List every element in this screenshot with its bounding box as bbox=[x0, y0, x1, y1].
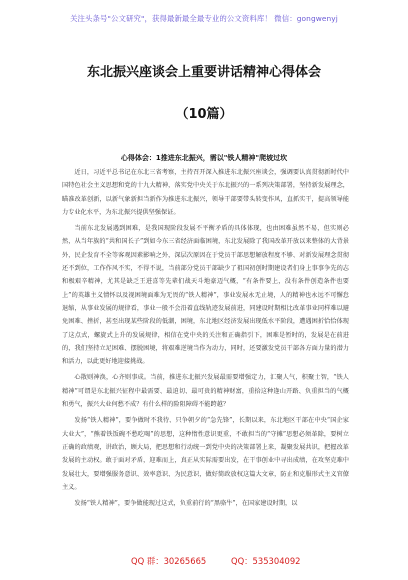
body-paragraph: 发扬“铁人精神”，要争做能现过这式，负重前行的“黑骆牛”，在国家建设时期，以 bbox=[74, 500, 298, 508]
document-count: （10篇） bbox=[175, 107, 233, 122]
qq-group-text: QQ 群：30265665 bbox=[131, 556, 207, 566]
document-body bbox=[62, 166, 349, 513]
page-footer bbox=[0, 555, 408, 569]
qq-contact-text: QQ：535304092 bbox=[231, 556, 301, 566]
body-paragraph: 近日，习近平总书记在东北三省考察，主持召开深入推进东北振兴座谈会，强调要认真贯彻新时代中国特色社会主义思想和党的十九大精神，落实党中央关于东北振兴的一系列决策部署，坚持新发展理念，瞄准改革创新，以新气象新担当新作为推进东北振兴，领导干部要带头转变作风，直抓实干，提高领导能力专业化水平，为东北振兴提供坚强保证。 bbox=[62, 169, 349, 216]
body-paragraph: 当前东北发展遇到困难，是我国现阶段发展不平衡矛盾的具体体现，也由困难虽然不易，但实则必然，从当年族的“共和国长子”到如今东三省经济面临困境，东北发展除了我国改革开放以来整体的大背景外，民企发育不全等客观因素影响之外，深层次原因在于党员干部思想解放程度不够、对新发展理念贯彻还不到位，工作作风不实，不得不说，当前部分党员干部缺少了祖国初创时期建设者们身上事事争先的志和极艰辛精神，尤其是缺乏王进喜等先辈们战天斗地豪迈气概，“有条件要上，没有条件创造条件也要上”的英雄主义情怀以及视困境面难为无畏的“铁人精神”，事业发展永无止境，人的精神也永远不可懈怠退缩，从事业发展的规律看，事业一般不会沿着直线轨迹发展前进，同建设时期相比改革事业同样难以避免困难、挫折，甚至出现某些阶段的低潮，困境，东北地区经济发展出现低水平阶段，遭遇困折恰恰体现了这点式，螺旋式上升的发展规律，相信在党中央的关注和正确指引下，困难是暂时的，发展是在前进的，我们坚持立足困难、摆脱困境，将艰难逆境当作为动力，同时，还要激发党员干部各方面力量的潜力和活力，以此更好地迎接挑战。 bbox=[62, 225, 349, 366]
body-paragraph: 心散则神涣，心齐则事成。当前，推进东北振兴发展最需要增强定力，汇聚人气，积聚士智，“铁人精神”可谓是东北振兴征程中最需要、最迫切、最可贵的精神财富，重拾这种逢山开路、负重担当的气概和勇气，振兴大业何愁不成？有什么样的险阻障碍不能跨越？ bbox=[62, 374, 349, 409]
document-title: 东北振兴座谈会上重要讲话精神心得体会 bbox=[86, 65, 321, 80]
header-banner: 关注头条号"公文研究"，获得最新最全最专业的公文资料库！ 微信：gongwenyj bbox=[70, 14, 338, 23]
body-paragraph: 发扬“铁人精神”，要争做时不我待、只争朝夕的“急先锋”，长期以来，东北地区干部在中央“国企家大业大”，“熊着铁饭碗不愁吃喝”的思想，这种惰性意识更重，不敢担当的“守摊”思想必须革除，要树立正确的政绩观，讲政治，顾大局，把思想和行动统一到党中央的决策部署上来，凝聚发展共识，把握改革发展的主动权。敢于面对矛盾，迎难而上，真正从实际需要出发，在干事创业中寻出成绩，在攻坚克难中发展壮大，要增强服务意识、效率意识、为民意识，做好简政放权这篇大文章，防止和克服形式主义官僚主义。 bbox=[62, 417, 349, 491]
section-heading: 心得体会：1推进东北振兴，需以"铁人精神"爬坡过坎 bbox=[120, 154, 288, 162]
